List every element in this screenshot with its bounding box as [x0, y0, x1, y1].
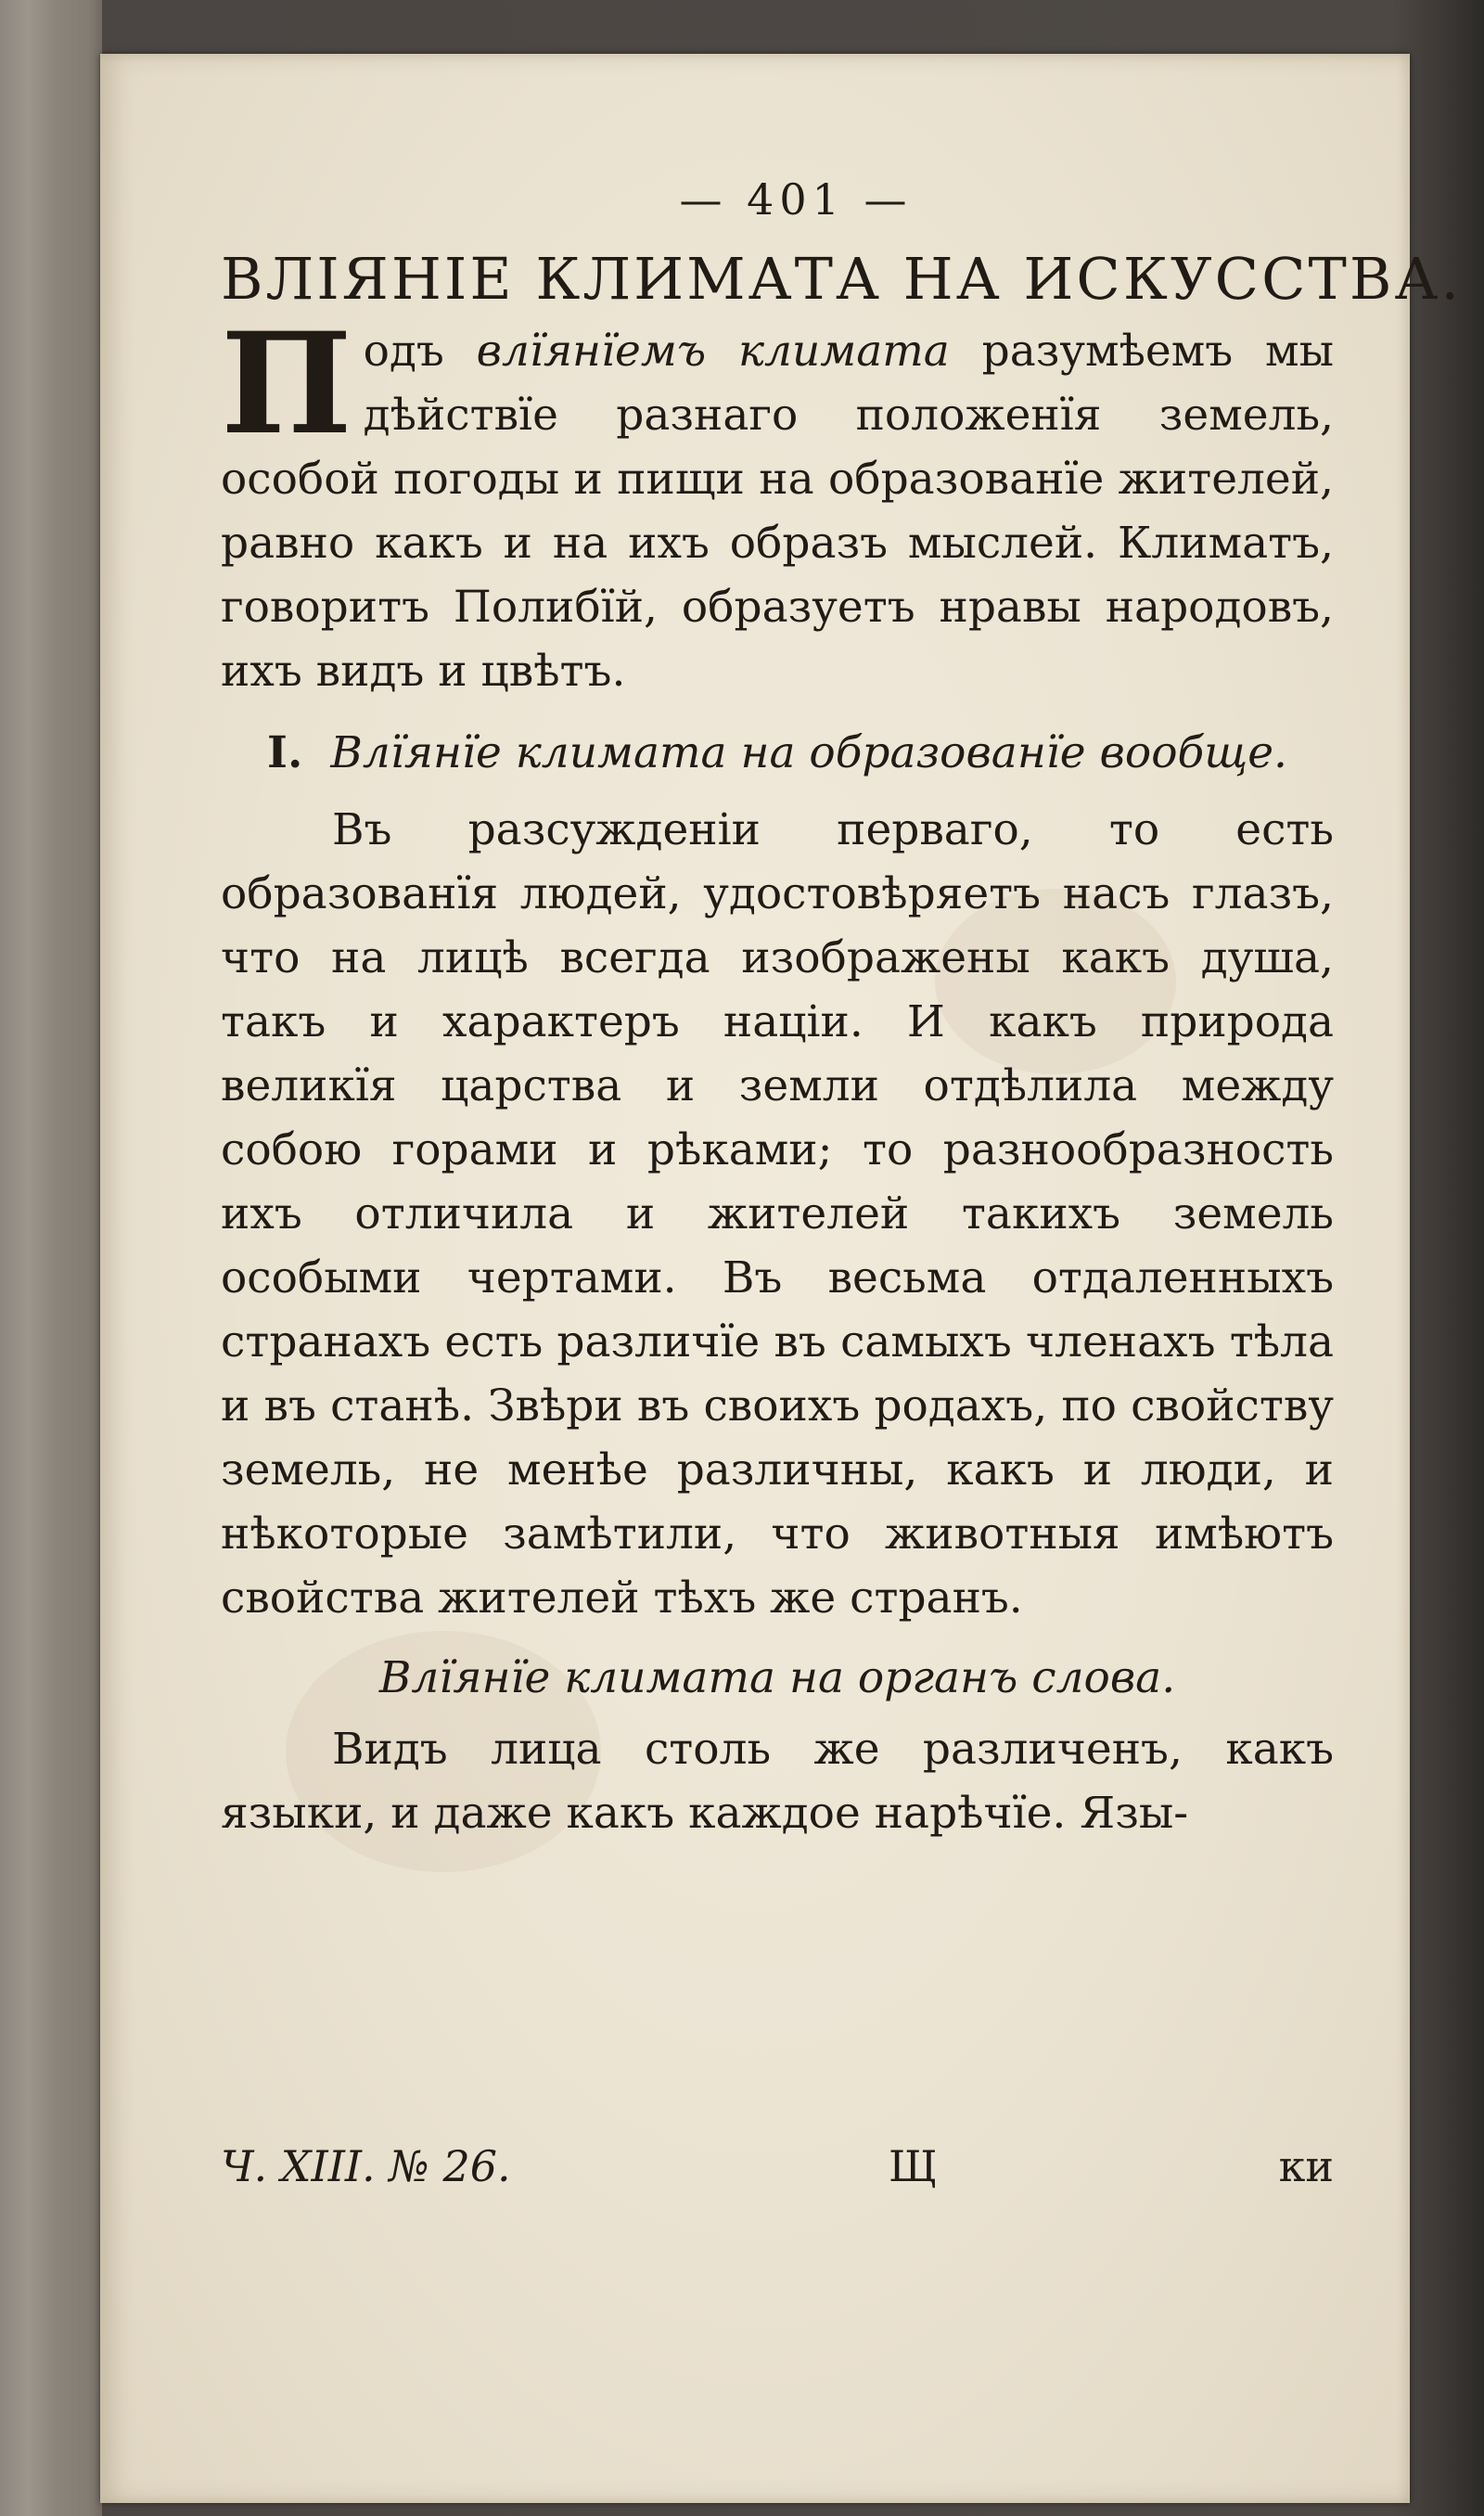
intro-italic-phrase: влїянїемъ климата — [476, 326, 950, 377]
gathering-mark: Щ — [889, 2141, 938, 2191]
signature-mark: Ч. XIII. № 26. — [221, 2141, 511, 2191]
section-number: I. — [267, 727, 303, 778]
book-page — [100, 54, 1463, 2503]
page-number: — 401 — — [679, 174, 913, 225]
page-headline: ВЛІЯНІЕ КЛИМАТА НА ИСКУССТВА. — [221, 245, 1463, 313]
body-paragraph-1: Въ разсужденіи перваго, то есть образованїя людей, удостовѣряетъ насъ глазъ, что на лицѣ всегда изображены какъ душа, такъ и характеръ націи. И какъ природа великїя царства и земли отдѣлила между собою горами и рѣками; то разнообразность ихъ отличила и жителей такихъ земель особыми чертами. Въ весьма отдаленныхъ странахъ есть различїе въ самыхъ членахъ тѣла и въ станѣ. Звѣри въ своихъ родахъ, по свойству земель, не менѣе различны, какъ и люди, и нѣкоторые замѣтили, что животныя имѣютъ свойства жителей тѣхъ же странъ. — [221, 804, 1334, 1624]
text-block — [221, 174, 1463, 1845]
subheading: Влїянїе климата на органъ слова. — [378, 1652, 1176, 1703]
section-title: Влїянїе климата на образованїе вообще. — [330, 727, 1287, 778]
catchword: ки — [1278, 2141, 1334, 2191]
page-footer — [221, 2141, 1334, 2206]
intro-lead: одъ — [363, 326, 444, 377]
previous-page-edge — [0, 0, 102, 2516]
section-heading — [221, 722, 1334, 785]
drop-cap: П — [221, 302, 352, 466]
intro-paragraph — [221, 302, 1334, 703]
body-paragraph-2: Видъ лица столь же различенъ, какъ языки, и даже какъ каждое нарѣчїе. Язы- — [221, 1724, 1334, 1839]
intro-rest: разумѣемъ мы дѣйствїе разнаго положенїя земель, особой погоды и пищи на образованїе жителей, равно какъ и на ихъ образъ мыслей. Климатъ, говоритъ Полибїй, образуетъ нравы народовъ, ихъ видъ и цвѣтъ. — [221, 326, 1334, 697]
